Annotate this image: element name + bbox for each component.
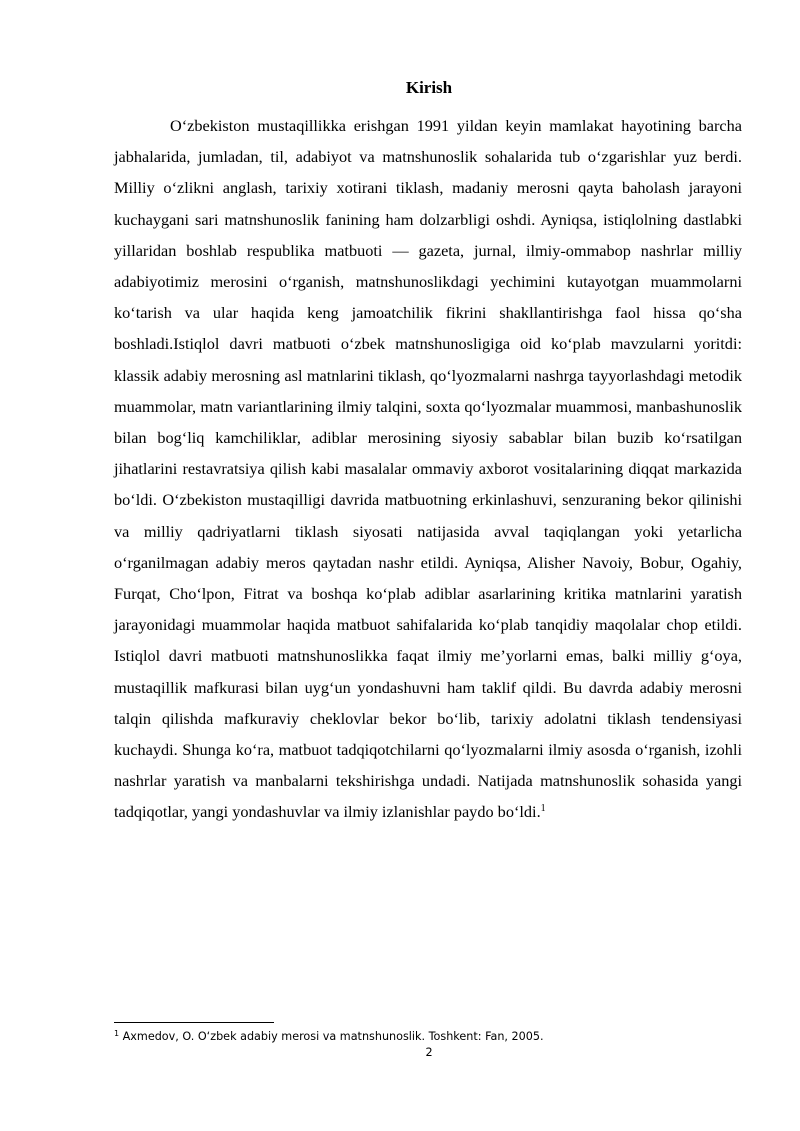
section-heading: Kirish: [405, 78, 453, 97]
footnote-separator: [114, 1022, 274, 1023]
footnote: [114, 1029, 754, 1045]
body-paragraph: [114, 110, 742, 828]
page-number: 2: [425, 1046, 433, 1059]
footnote-reference: 1: [540, 803, 546, 815]
footnote-text: Axmedov, O. O‘zbek adabiy merosi va matnshunoslik. Toshkent: Fan, 2005.: [119, 1030, 544, 1043]
footnote-marker: 1: [114, 1029, 120, 1038]
body-paragraph-text: O‘zbekiston mustaqillikka erishgan 1991 yildan keyin mamlakat hayotining barcha jabhalarida, jumladan, til, adabiyot va matnshunoslik sohalarida tub o‘zgarishlar yuz berdi. Milliy o‘zlikni anglash, tarixiy xotirani tiklash, madaniy merosni qayta baholash jarayoni kuchaygani sari matnshunoslik fanining ham dolzarbligi oshdi. Ayniqsa, istiqlolning dastlabki yillaridan boshlab respublika matbuoti — gazeta, jurnal, ilmiy-ommabop nashrlar milliy adabiyotimiz merosini o‘rganish, matnshunoslikdagi yechimini kutayotgan muammolarni ko‘tarish va ular haqida keng jamoatchilik fikrini shakllantirishga faol hissa qo‘sha boshladi.Istiqlol davri matbuoti o‘zbek matnshunosligiga oid ko‘plab mavzularni yoritdi: klassik adabiy merosning asl matnlarini tiklash, qo‘lyozmalarni nashrga tayyorlashdagi metodik muammolar, matn variantlarining ilmiy talqini, soxta qo‘lyozmalar muammosi, manbashunoslik bilan bog‘liq kamchiliklar, adiblar merosining siyosiy sabablar bilan buzib ko‘rsatilgan jihatlarini restavratsiya qilish kabi masalalar ommaviy axborot vositalarining diqqat markazida bo‘ldi. O‘zbekiston mustaqilligi davrida matbuotning erkinlashuvi, senzuraning bekor qilinishi va milliy qadriyatlarni tiklash siyosati natijasida avval taqiqlangan yoki yetarlicha o‘rganilmagan adabiy meros qaytadan nashr etildi. Ayniqsa, Alisher Navoiy, Bobur, Ogahiy, Furqat, Cho‘lpon, Fitrat va boshqa ko‘plab adiblar asarlarining kritika matnlarini yaratish jarayonidagi muammolar haqida matbuot sahifalarida ko‘plab tanqidiy maqolalar chop etildi. Istiqlol davri matbuoti matnshunoslikka faqat ilmiy me’yorlarni emas, balki milliy g‘oya, mustaqillik mafkurasi bilan uyg‘un yondashuvni ham taklif qildi. Bu davrda adabiy merosni talqin qilishda mafkuraviy cheklovlar bekor bo‘lib, tarixiy adolatni tiklash tendensiyasi kuchaydi. Shunga ko‘ra, matbuot tadqiqotchilarni qo‘lyozmalarni ilmiy asosda o‘rganish, izohli nashrlar yaratish va manbalarni tekshirishga undadi. Natijada matnshunoslik sohasida yangi tadqiqotlar, yangi yondashuvlar va ilmiy izlanishlar paydo bo‘ldi.: [114, 116, 742, 822]
